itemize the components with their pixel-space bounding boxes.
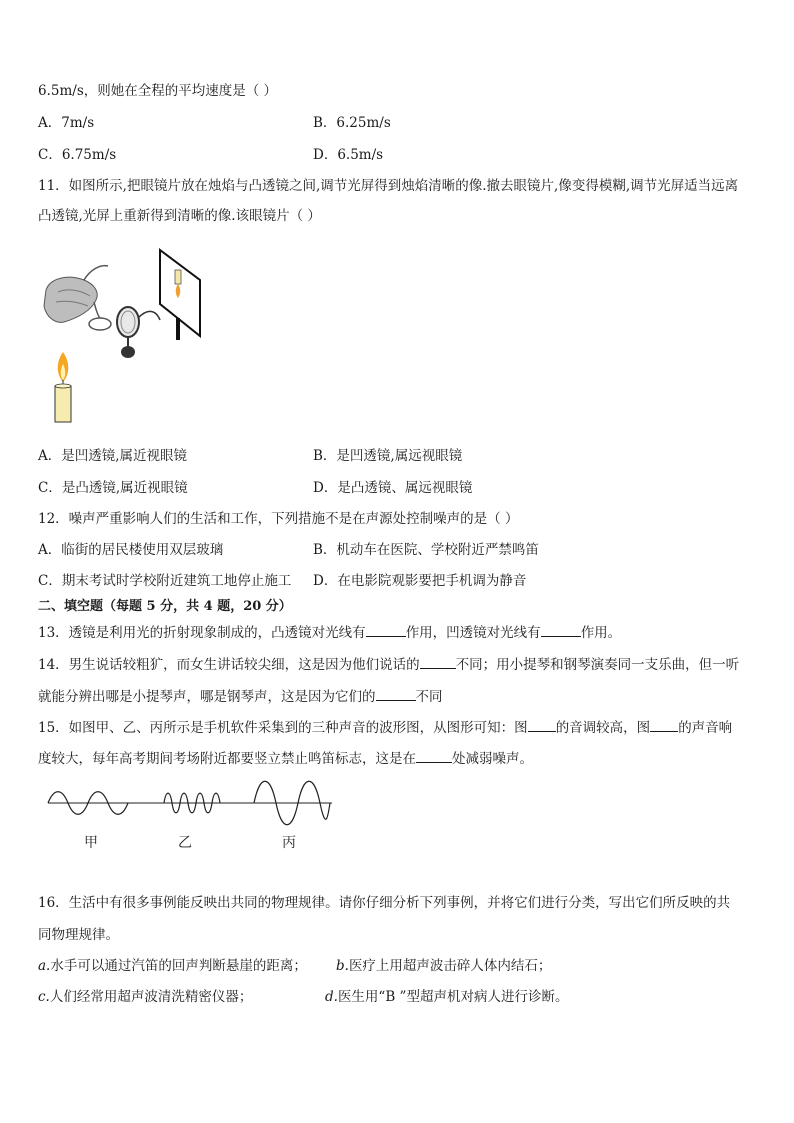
q16-text-d: 医生用“B ”型超声机对病人进行诊断。: [337, 989, 569, 1005]
q13-text-b: 作用，凹透镜对光线有: [405, 625, 541, 641]
q15-waveform-figure: [44, 772, 336, 854]
q15-text-e: 处减弱噪声。: [452, 751, 533, 767]
q11-option-a: A．是凹透镜,属近视眼镜: [38, 448, 188, 464]
q14-line1: [38, 654, 739, 675]
q16-example-b: [336, 956, 551, 976]
hand-illustration: [44, 266, 111, 330]
waveform-label-yi: 乙: [178, 835, 192, 851]
q13-line: [38, 622, 621, 643]
q15-text-a: 15．如图甲、乙、丙所示是手机软件采集到的三种声音的波形图，从图形可知：图: [38, 720, 528, 736]
q14-text-d: 不同: [415, 689, 443, 705]
q15-blank-1[interactable]: [528, 717, 556, 732]
q11-option-d: D．是凸透镜、属远视眼镜: [313, 480, 473, 496]
convex-lens-on-stand: [117, 307, 160, 358]
q13-blank-2[interactable]: [541, 622, 581, 637]
q10-option-c: C．6.75m/s: [38, 147, 117, 163]
q11-figure-candle-lens-screen: [38, 240, 218, 426]
q11-option-b: B．是凹透镜,属远视眼镜: [313, 448, 463, 464]
q16-stem-line1: 16．生活中有很多事例能反映出共同的物理规律。请你仔细分析下列事例，并将它们进行分类，写出它们所反映的共: [38, 895, 731, 911]
q16-stem-line2: 同物理规律。: [38, 927, 119, 943]
q15-line1: [38, 717, 732, 738]
q14-blank-2[interactable]: [376, 686, 416, 701]
q10-option-b: B．6.25m/s: [313, 115, 391, 131]
q11-option-c: C．是凸透镜,属近视眼镜: [38, 480, 188, 496]
q14-blank-1[interactable]: [420, 654, 456, 669]
q11-stem-line1: 11．如图所示,把眼镜片放在烛焰与凸透镜之间,调节光屏得到烛焰清晰的像.撤去眼镜片,像变得模糊,调节光屏适当远离: [38, 178, 739, 194]
q12-option-b: B．机动车在医院、学校附近严禁鸣笛: [313, 542, 539, 558]
q14-text-b: 不同；用小提琴和钢琴演奏同一支乐曲，但一听: [455, 657, 740, 673]
q13-text-c: 作用。: [580, 625, 622, 641]
q14-text-a: 14．男生说话较粗犷，而女生讲话较尖细，这是因为他们说话的: [38, 657, 420, 673]
q11-stem-line2: 凸透镜,光屏上重新得到清晰的像.该眼镜片（ ）: [38, 208, 321, 224]
q16-letter-b: b.: [336, 958, 349, 974]
q12-option-c: C．期末考试时学校附近建筑工地停止施工: [38, 573, 292, 589]
q10-option-d: D．6.5m/s: [313, 147, 384, 163]
q15-line2: [38, 748, 533, 769]
candle: [55, 352, 71, 422]
q10-option-a: A．7m/s: [38, 115, 95, 131]
q13-blank-1[interactable]: [366, 622, 406, 637]
q16-example-c: [38, 987, 252, 1007]
q10-stem-tail: 6.5m/s，则她在全程的平均速度是（ ）: [38, 83, 278, 99]
q14-line2: [38, 686, 443, 707]
q12-stem: 12．噪声严重影响人们的生活和工作，下列措施不是在声源处控制噪声的是（ ）: [38, 511, 519, 527]
q13-text-a: 13．透镜是利用光的折射现象制成的，凸透镜对光线有: [38, 625, 366, 641]
q15-blank-2[interactable]: [650, 717, 678, 732]
q15-text-b: 的音调较高，图: [555, 720, 651, 736]
q16-text-c: 人们经常用超声波清洗精密仪器；: [49, 989, 253, 1005]
q14-text-c: 就能分辨出哪是小提琴声，哪是钢琴声，这是因为它们的: [38, 689, 376, 705]
section-heading-fill-in: 二、填空题（每题 5 分，共 4 题，20 分）: [38, 599, 292, 614]
q12-option-a: A．临街的居民楼使用双层玻璃: [38, 542, 224, 558]
waveform-label-jia: 甲: [84, 835, 98, 851]
q16-example-a: [38, 956, 307, 976]
q16-text-b: 医疗上用超声波击碎人体内结石；: [348, 958, 552, 974]
light-screen: [160, 250, 200, 340]
q12-option-d: D．在电影院观影要把手机调为静音: [313, 573, 527, 589]
q16-example-d: [325, 987, 568, 1007]
q16-letter-c: c.: [38, 989, 50, 1005]
q15-text-c: 的声音响: [678, 720, 733, 736]
q16-letter-d: d.: [325, 989, 338, 1005]
q16-letter-a: a.: [38, 958, 51, 974]
q15-blank-3[interactable]: [416, 748, 452, 763]
q16-text-a: 水手可以通过汽笛的回声判断悬崖的距离；: [50, 958, 307, 974]
waveform-label-bing: 丙: [282, 835, 296, 851]
q15-text-d: 度较大，每年高考期间考场附近都要竖立禁止鸣笛标志，这是在: [38, 751, 416, 767]
